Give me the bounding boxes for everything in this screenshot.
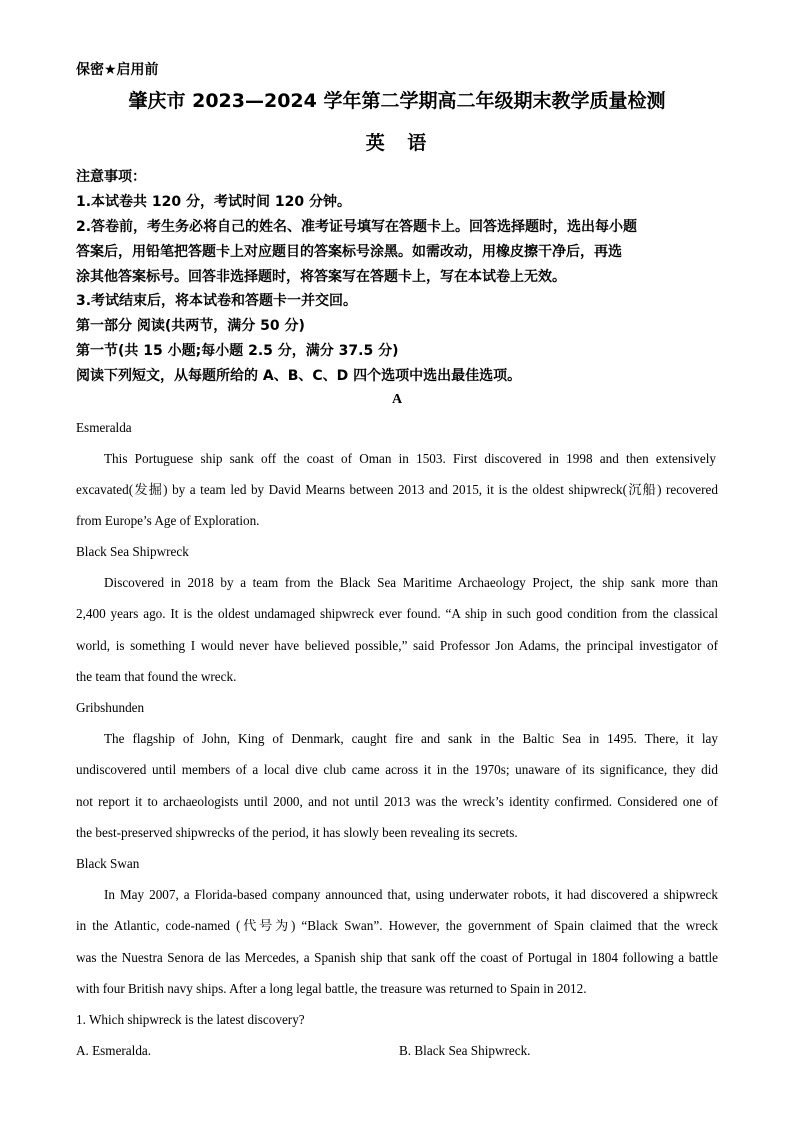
- entry-name-black-swan: Black Swan: [76, 856, 140, 871]
- entry-name-black-sea-shipwreck: Black Sea Shipwreck: [76, 544, 189, 559]
- part1-section1-heading: 第一节(共 15 小题;每小题 2.5 分，满分 37.5 分): [76, 343, 399, 359]
- notes-item-3: 3.考试结束后，将本试卷和答题卡一并交回。: [76, 293, 358, 309]
- part1-heading: 第一部分 阅读(共两节，满分 50 分): [76, 318, 305, 334]
- entry-text-line: In May 2007, a Florida-based company announced that, using underwater robots, it had discovered a shipwreck: [104, 887, 718, 902]
- notes-item-1: 1.本试卷共 120 分，考试时间 120 分钟。: [76, 194, 352, 210]
- entry-text-line: from Europe’s Age of Exploration.: [76, 513, 260, 528]
- entry-text-line: in the Atlantic, code-named (代号为) “Black Swan”. However, the government of Spain claimed that the wreck: [76, 918, 718, 933]
- entry-text-line: not report it to archaeologists until 2000, and not until 2013 was the wreck’s identity confirmed. Considered one of: [76, 794, 718, 809]
- entry-text-line: This Portuguese ship sank off the coast of Oman in 1503. First discovered in 1998 and then extensively: [104, 451, 716, 466]
- question-1-option-a: A. Esmeralda.: [76, 1043, 152, 1058]
- exam-title: 肇庆市 2023—2024 学年第二学期高二年级期末教学质量检测: [128, 90, 666, 112]
- entry-text-line: world, is something I would never have believed possible,” said Professor Jon Adams, the principal investigator of: [76, 638, 718, 653]
- entry-text-line: with four British navy ships. After a long legal battle, the treasure was returned to Spain in 2012.: [76, 981, 587, 996]
- entry-text-line: 2,400 years ago. It is the oldest undamaged shipwreck ever found. “A ship in such good condition from the classical: [76, 606, 718, 621]
- entry-name-esmeralda: Esmeralda: [76, 420, 132, 435]
- notes-heading: 注意事项：: [76, 169, 146, 185]
- entry-text-line: undiscovered until members of a local dive club came across it in the 1970s; unaware of its significance, they did: [76, 762, 718, 777]
- notes-item-2-line-2: 答案后，用铅笔把答题卡上对应题目的答案标号涂黑。如需改动，用橡皮擦干净后，再选: [76, 244, 622, 260]
- entry-text-line: the team that found the wreck.: [76, 669, 237, 684]
- question-1-option-b: B. Black Sea Shipwreck.: [399, 1043, 531, 1058]
- passage-letter: A: [391, 392, 403, 407]
- entry-name-gribshunden: Gribshunden: [76, 700, 145, 715]
- entry-text-line: Discovered in 2018 by a team from the Black Sea Maritime Archaeology Project, the ship sank more than: [104, 575, 718, 590]
- entry-text-line: The flagship of John, King of Denmark, caught fire and sank in the Baltic Sea in 1495. There, it lay: [104, 731, 718, 746]
- part1-instruction: 阅读下列短文，从每题所给的 A、B、C、D 四个选项中选出最佳选项。: [76, 368, 522, 384]
- notes-item-2-line-1: 2.答卷前，考生务必将自己的姓名、准考证号填写在答题卡上。回答选择题时，选出每小题: [76, 219, 638, 235]
- notes-item-2-line-3: 涂其他答案标号。回答非选择题时，将答案写在答题卡上，写在本试卷上无效。: [76, 269, 566, 285]
- subject-title: 英 语: [365, 132, 435, 154]
- entry-text-line: excavated(发掘) by a team led by David Mearns between 2013 and 2015, it is the oldest shipwreck(沉船) recovered: [76, 482, 718, 497]
- confidential-label: 保密★启用前: [76, 62, 159, 78]
- entry-text-line: the best-preserved shipwrecks of the period, it has slowly been revealing its secrets.: [76, 825, 518, 840]
- entry-text-line: was the Nuestra Senora de las Mercedes, a Spanish ship that sank off the coast of Portugal in 1804 following a battle: [76, 950, 718, 965]
- question-1-stem: 1. Which shipwreck is the latest discovery?: [76, 1012, 305, 1027]
